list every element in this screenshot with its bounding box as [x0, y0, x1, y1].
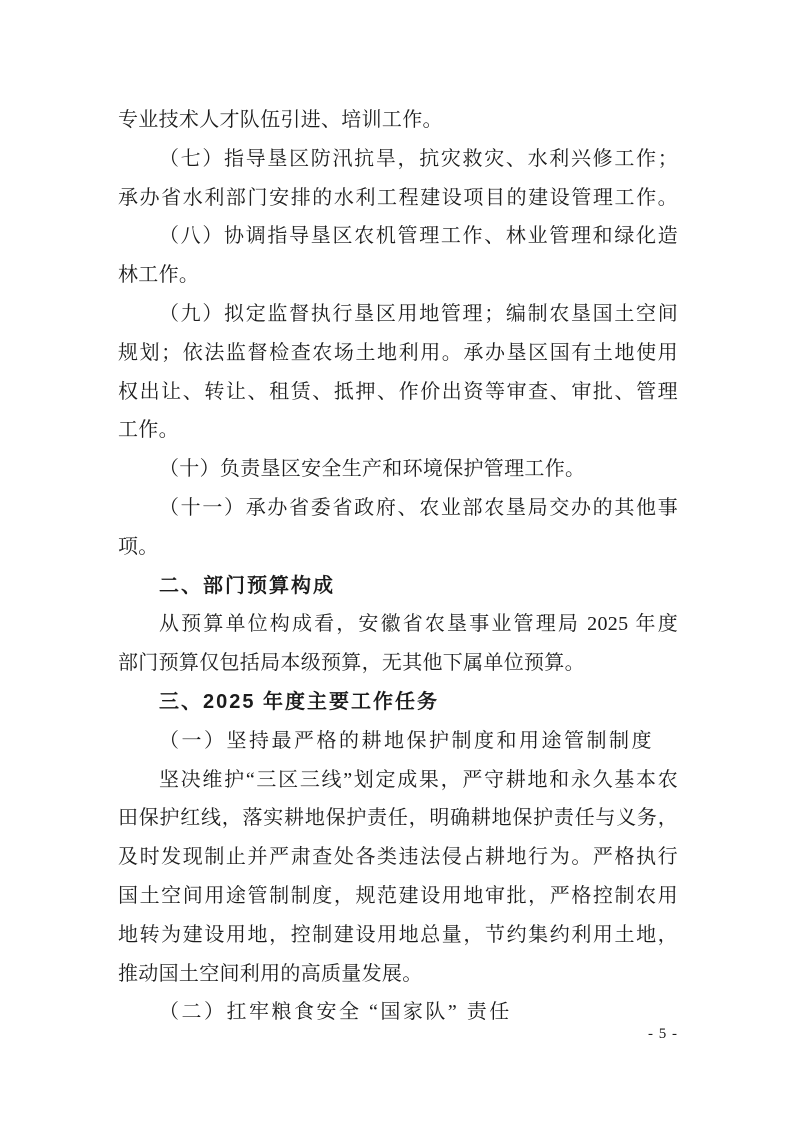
text-line: 工作。: [118, 419, 179, 442]
text-line: （十一）承办省委省政府、农业部农垦局交办的其他事: [159, 496, 678, 519]
text-line: （七）指导垦区防汛抗旱，抗灾救灾、水利兴修工作；: [159, 147, 678, 170]
text-line: 部门预算仅包括局本级预算，无其他下属单位预算。: [118, 652, 585, 675]
document-body: [118, 101, 678, 1032]
text-line: （九）拟定监督执行垦区用地管理；编制农垦国土空间: [159, 302, 678, 325]
text-line: 专业技术人才队伍引进、培训工作。: [118, 109, 443, 131]
text-line: 权出让、转让、租赁、抵押、作价出资等审查、审批、管理: [118, 380, 678, 403]
text-line: 承办省水利部门安排的水利工程建设项目的建设管理工作。: [118, 186, 678, 209]
page-number: - 5 -: [648, 1026, 678, 1042]
sub-heading: （二）扛牢粮食安全 “国家队” 责任: [159, 1001, 512, 1024]
text-line: 国土空间用途管制制度，规范建设用地审批，严格控制农用: [118, 884, 678, 907]
sub-heading: （一）坚持最严格的耕地保护制度和用途管制制度: [159, 729, 654, 752]
section-heading: 三、2025 年度主要工作任务: [159, 690, 440, 713]
section-heading: 二、部门预算构成: [159, 574, 335, 597]
text-line: 坚决维护“三区三线”划定成果，严守耕地和永久基本农: [159, 768, 678, 791]
text-line: 从预算单位构成看，安徽省农垦事业管理局 2025 年度: [159, 613, 678, 636]
text-line: 及时发现制止并严肃查处各类违法侵占耕地行为。严格执行: [118, 846, 678, 869]
text-line: 林工作。: [118, 264, 200, 287]
text-line: 项。: [118, 535, 159, 558]
text-line: 规划；依法监督检查农场土地利用。承办垦区国有土地使用: [118, 341, 678, 364]
text-line: 推动国土空间利用的高质量发展。: [118, 962, 423, 985]
text-line: （十）负责垦区安全生产和环境保护管理工作。: [159, 458, 586, 481]
text-line: （八）协调指导垦区农机管理工作、林业管理和绿化造: [159, 225, 678, 248]
text-line: 田保护红线，落实耕地保护责任，明确耕地保护责任与义务，: [118, 807, 678, 830]
text-line: 地转为建设用地，控制建设用地总量，节约集约利用土地，: [118, 923, 678, 946]
